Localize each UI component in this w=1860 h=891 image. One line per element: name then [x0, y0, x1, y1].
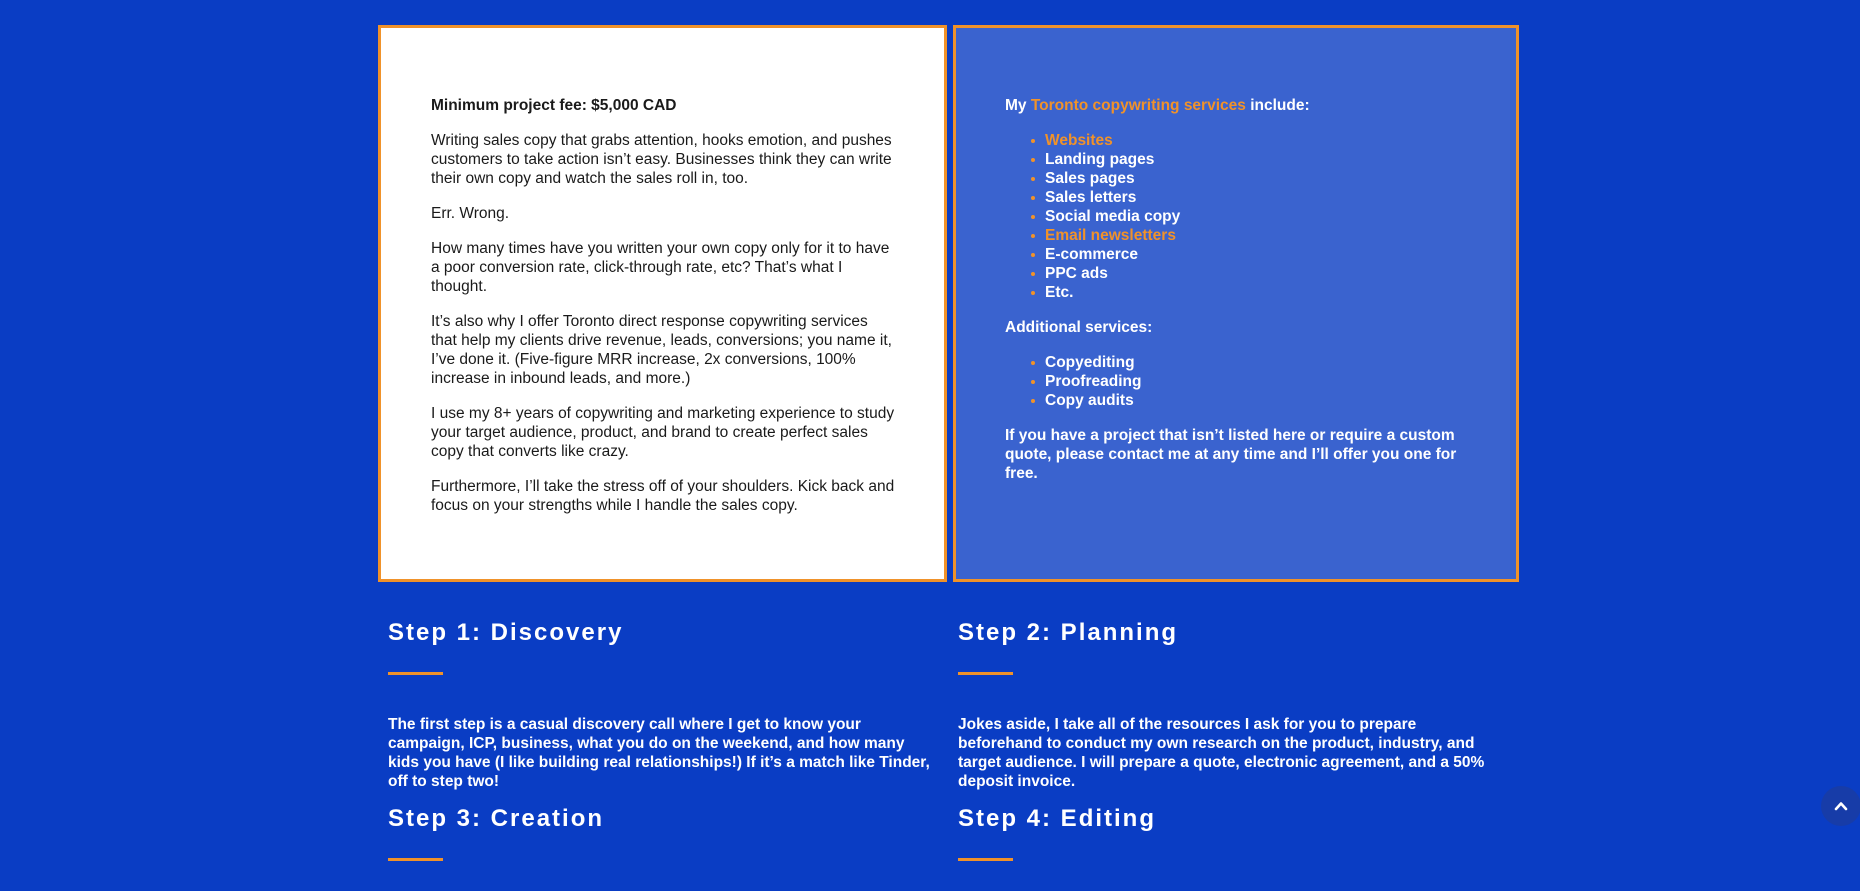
service-item-sales-pages: Sales pages: [1045, 169, 1468, 188]
wrong-paragraph: Err. Wrong.: [431, 205, 510, 222]
minimum-fee: Minimum project fee: $5,000 CAD: [431, 97, 677, 114]
services-paragraph: It’s also why I offer Toronto direct response copywriting services that help my clients drive revenue, leads, conversions; you name it, I’ve done it. (Five-figure MRR increase, 2x conversions, 100% increase in inbound leads, and more.): [431, 313, 892, 387]
step-1-divider: [388, 672, 443, 675]
additional-services-list: [1005, 353, 1468, 410]
service-item-sales-letters: Sales letters: [1045, 188, 1468, 207]
step-1-text: The first step is a casual discovery call where I get to know your campaign, ICP, business, what you do on the weekend, and how many kids you have (I like building real relationships!) If it’s a match like Tinder, off to step two!: [388, 716, 930, 790]
service-item-social-media: Social media copy: [1045, 207, 1468, 226]
step-2-divider: [958, 672, 1013, 675]
chevron-up-icon: [1833, 798, 1849, 814]
service-item-ecommerce: E-commerce: [1045, 245, 1468, 264]
services-list: [1005, 131, 1468, 302]
step-4: [958, 805, 1156, 861]
services-intro-prefix: My: [1005, 97, 1031, 114]
additional-services-heading: Additional services:: [1005, 319, 1153, 336]
service-item-etc: Etc.: [1045, 283, 1468, 302]
scroll-to-top-button[interactable]: [1821, 786, 1860, 826]
step-2: [958, 619, 1178, 675]
step-4-title: Step 4: Editing: [958, 805, 1156, 832]
conversion-paragraph: How many times have you written your own copy only for it to have a poor conversion rate, click-through rate, etc? That’s what I thought.: [431, 240, 890, 295]
additional-item-copy-audits: Copy audits: [1045, 391, 1468, 410]
services-intro-suffix: include:: [1245, 97, 1310, 114]
service-item-email-newsletters[interactable]: Email newsletters: [1045, 226, 1468, 245]
step-1-text-block: [388, 715, 933, 791]
step-2-text: Jokes aside, I take all of the resources I ask for you to prepare beforehand to conduct my own research on the product, industry, and target audience. I will prepare a quote, electronic agreement, and a 50% deposit invoice.: [958, 716, 1485, 790]
step-1-title: Step 1: Discovery: [388, 619, 624, 646]
services-list-panel: [953, 25, 1519, 582]
custom-quote-note: If you have a project that isn’t listed here or require a custom quote, please contact me at any time and I’ll offer you one for free.: [1005, 427, 1457, 482]
service-item-ppc-ads: PPC ads: [1045, 264, 1468, 283]
step-1: [388, 619, 623, 675]
additional-item-copyediting: Copyediting: [1045, 353, 1468, 372]
stress-paragraph: Furthermore, I’ll take the stress off of your shoulders. Kick back and focus on your strengths while I handle the sales copy.: [431, 478, 895, 514]
pricing-panel: [378, 25, 947, 582]
step-2-title: Step 2: Planning: [958, 619, 1179, 646]
services-panels: [378, 25, 1519, 582]
experience-paragraph: I use my 8+ years of copywriting and marketing experience to study your target audience, product, and brand to create perfect sales copy that converts like crazy.: [431, 405, 895, 460]
service-item-websites[interactable]: Websites: [1045, 131, 1468, 150]
service-item-landing-pages: Landing pages: [1045, 150, 1468, 169]
step-4-divider: [958, 858, 1013, 861]
toronto-copywriting-link[interactable]: Toronto copywriting services: [1030, 97, 1246, 114]
step-2-text-block: [958, 715, 1503, 791]
step-3-divider: [388, 858, 443, 861]
intro-paragraph: Writing sales copy that grabs attention, hooks emotion, and pushes customers to take action isn’t easy. Businesses think they can write their own copy and watch the sales roll in, too.: [431, 132, 892, 187]
step-3: [388, 805, 604, 861]
step-3-title: Step 3: Creation: [388, 805, 605, 832]
additional-item-proofreading: Proofreading: [1045, 372, 1468, 391]
services-intro: [1005, 96, 1468, 115]
